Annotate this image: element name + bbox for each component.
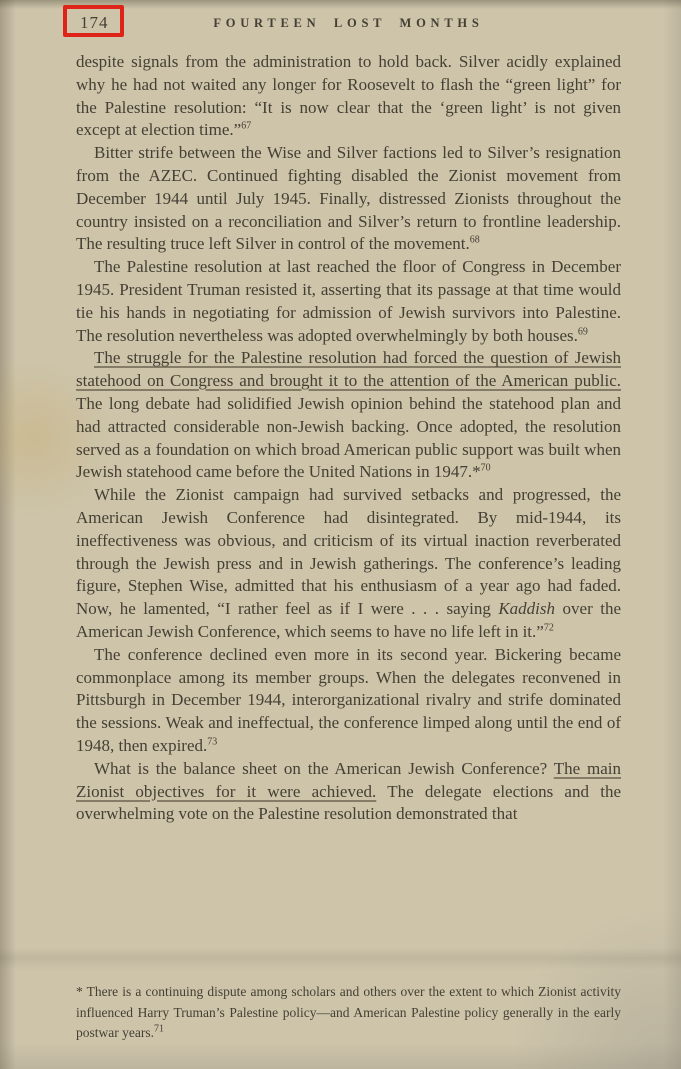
paragraph	[76, 51, 621, 142]
paragraph	[76, 644, 621, 758]
text-segment: * There is a continuing dispute among scholars and others over the extent to which Zionist activity influenced Harry Truman’s Palestine policy—and American Palestine policy generally in the early postwar years.	[76, 984, 621, 1040]
text-segment: Kaddish	[498, 599, 556, 619]
text-segment: Bitter strife between the Wise and Silver factions led to Silver’s resignation from the AZEC. Continued fighting disabled the Zionist movement from December 1944 until July 1945. Finally, distressed Zionists throughout the country insisted on a reconciliation and Silver’s return to frontline leadership. The resulting truce left Silver in control of the movement.	[76, 143, 621, 254]
text-segment: The struggle for the Palestine resolution had forced the question of Jewish statehood on Congress and brought it to the attention of the American public.	[76, 348, 621, 391]
text-segment: The Palestine resolution at last reached the floor of Congress in December 1945. President Truman resisted it, asserting that its passage at that time would tie his hands in negotiating for admission of Jewish survivors into Palestine. The resolution nevertheless was adopted overwhelmingly by both houses.	[76, 257, 621, 345]
footnote-reference: 68	[469, 234, 480, 246]
paragraph	[76, 484, 621, 644]
footnote-reference: 71	[153, 1023, 164, 1035]
text-segment: The conference declined even more in its second year. Bickering became commonplace among its member groups. When the delegates reconvened in Pittsburgh in December 1944, interorganizational rivalry and strife dominated the sessions. Weak and ineffectual, the conference limped along until the end of 1948, then expired.	[76, 644, 621, 755]
text-segment: over the American Jewish Conference, which seems to have no life left in it.”	[76, 599, 621, 641]
footnote	[76, 982, 621, 1044]
page-body	[76, 51, 621, 826]
footnote-reference: 73	[207, 736, 218, 748]
footnote-reference: 67	[241, 120, 252, 132]
footnote-reference: 69	[577, 325, 588, 337]
page-number: 174	[80, 13, 109, 32]
paragraph	[76, 758, 621, 826]
paragraph	[76, 142, 621, 256]
text-segment: What is the balance sheet on the American Jewish Conference?	[94, 758, 554, 778]
text-segment: despite signals from the administration to hold back. Silver acidly explained why he had not waited any longer for Roosevelt to flash the “green light” for the Palestine resolution: “It is now clear that the ‘green light’ is not given except at election time.”	[76, 52, 621, 140]
running-head-title: FOURTEEN LOST MONTHS	[213, 16, 484, 30]
scan-shadow	[0, 948, 681, 970]
text-segment: The long debate had solidified Jewish opinion behind the statehood plan and had attracted considerable non-Jewish backing. Once adopted, the resolution served as a foundation on which broad American public support was built when Jewish statehood came before the United Nations in 1947.*	[76, 393, 621, 482]
paragraph	[76, 347, 621, 484]
text-segment: The delegate elections and the overwhelming vote on the Palestine resolution demonstrated that	[76, 781, 621, 824]
paragraph	[76, 256, 621, 347]
text-segment: While the Zionist campaign had survived setbacks and progressed, the American Jewish Conference had disintegrated. By mid-1944, its ineffectiveness was obvious, and criticism of its virtual inaction reverberated through the Jewish press and in Jewish gatherings. The conference’s leading figure, Stephen Wise, admitted that his enthusiasm of a year ago had faded. Now, he lamented, “I rather feel as if I were . . . saying	[76, 485, 621, 619]
footnote-reference: 72	[543, 622, 554, 634]
text-segment: The main Zionist objectives for it were achieved.	[76, 758, 621, 801]
footnote-reference: 70	[480, 462, 491, 474]
